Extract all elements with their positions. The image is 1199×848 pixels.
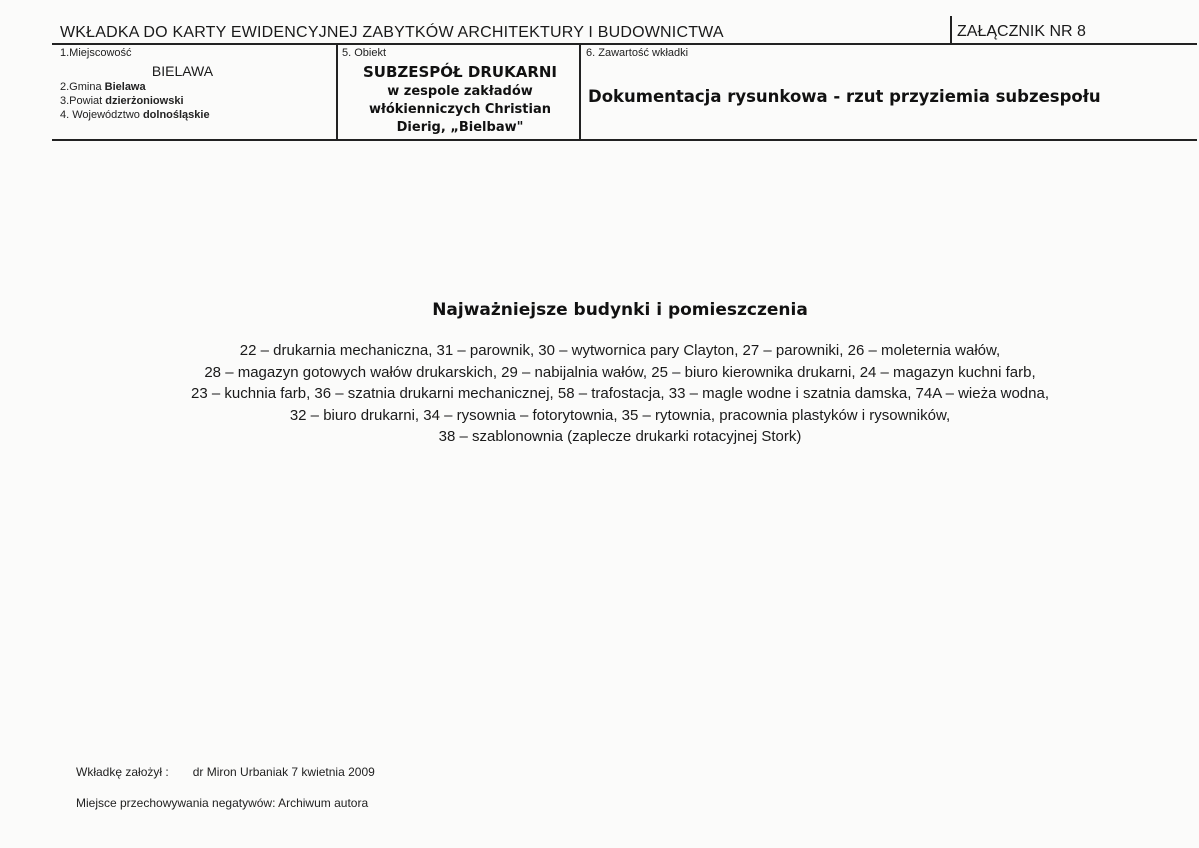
author-row: [76, 765, 375, 779]
gmina-value: Bielawa: [104, 81, 146, 93]
object-description-line: w zespole zakładów: [387, 84, 533, 99]
contents-value: Dokumentacja rysunkowa - rzut przyziemia subzespołu: [588, 87, 1101, 106]
city-name: BIELAWA: [151, 63, 214, 79]
buildings-line: 28 – magazyn gotowych wałów drukarskich, 29 – nabijalnia wałów, 25 – biuro kierownika drukarni, 24 – magazyn kuchni farb,: [204, 363, 1036, 381]
contents-label: 6. Zawartość wkładki: [586, 47, 689, 59]
buildings-line: 22 – drukarnia mechaniczna, 31 – parownik, 30 – wytwornica pary Clayton, 27 – parowniki, 26 – moleternia wałów,: [239, 342, 1001, 359]
powiat-value: dzierżoniowski: [105, 95, 184, 107]
gmina-row: [60, 81, 146, 93]
object-description-line: Dierig, „Bielbaw": [396, 120, 524, 135]
column-divider-1: [336, 44, 338, 140]
buildings-list: [0, 340, 1199, 448]
document-header-title: WKŁADKA DO KARTY EWIDENCYJNEJ ZABYTKÓW ARCHITEKTURY I BUDOWNICTWA: [60, 24, 724, 41]
buildings-line: 32 – biuro drukarni, 34 – rysownia – fotorytownia, 35 – rytownia, pracownia plastyków i rysowników,: [289, 406, 951, 424]
object-name: SUBZESPÓŁ DRUKARNI: [362, 63, 558, 81]
header-rule-top: [52, 43, 1197, 45]
powiat-label: 3.Powiat: [60, 95, 103, 107]
wojewodztwo-label: 4. Województwo: [60, 109, 140, 121]
object-label: 5. Obiekt: [342, 47, 387, 59]
location-label: 1.Miejscowość: [60, 47, 132, 59]
storage-note: Miejsce przechowywania negatywów: Archiwum autora: [76, 796, 369, 810]
powiat-row: [60, 95, 184, 107]
wojewodztwo-row: [60, 109, 210, 121]
buildings-line: 23 – kuchnia farb, 36 – szatnia drukarni mechanicznej, 58 – trafostacja, 33 – magle wodne i szatnia damska, 74A – wieża wodna,: [190, 385, 1049, 402]
buildings-line: 38 – szablonownia (zaplecze drukarki rotacyjnej Stork): [438, 428, 802, 445]
header-rule-bottom: [52, 139, 1197, 141]
section-heading: Najważniejsze budynki i pomieszczenia: [432, 300, 808, 320]
object-description: [340, 83, 580, 137]
annex-number: ZAŁĄCZNIK NR 8: [950, 16, 1086, 43]
author-value: dr Miron Urbaniak 7 kwietnia 2009: [192, 765, 375, 779]
object-description-line: włókienniczych Christian: [369, 102, 551, 117]
wojewodztwo-value: dolnośląskie: [142, 109, 210, 121]
author-label: Wkładkę założył :: [76, 765, 169, 779]
gmina-label: 2.Gmina: [60, 81, 102, 93]
